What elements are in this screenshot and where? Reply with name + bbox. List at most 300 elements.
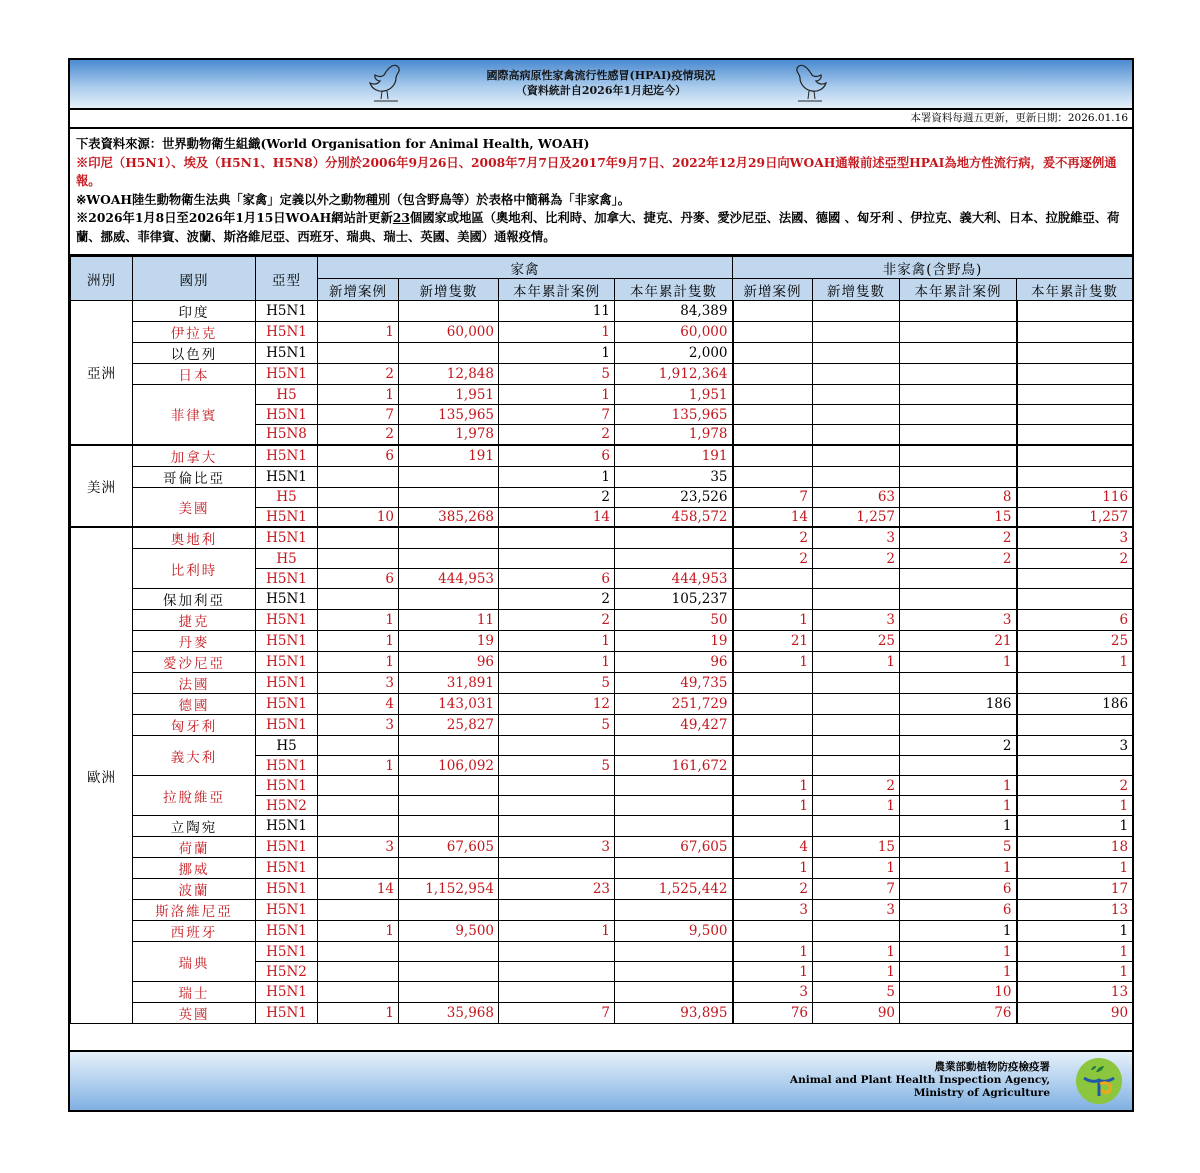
subtype-cell: H5N1	[256, 569, 318, 589]
value-cell: 1,978	[399, 425, 499, 445]
value-cell	[813, 673, 900, 694]
value-cell	[399, 466, 499, 487]
value-cell: 251,729	[615, 694, 733, 715]
subtype-cell: H5N1	[256, 694, 318, 715]
subtype-cell: H5N1	[256, 816, 318, 837]
value-cell	[900, 756, 1017, 776]
value-cell	[318, 900, 399, 921]
value-cell	[900, 425, 1017, 445]
value-cell: 191	[399, 445, 499, 467]
value-cell: 6	[318, 569, 399, 589]
table-row	[71, 652, 1133, 673]
value-cell: 2	[1017, 549, 1133, 569]
table-row	[71, 900, 1133, 921]
value-cell: 2	[900, 549, 1017, 569]
subtype-cell: H5N1	[256, 527, 318, 549]
value-cell: 1	[900, 652, 1017, 673]
value-cell: 2	[318, 364, 399, 385]
value-cell: 444,953	[615, 569, 733, 589]
value-cell: 14	[733, 507, 813, 527]
value-cell	[813, 466, 900, 487]
value-cell: 67,605	[615, 837, 733, 858]
col-poultry-new-count: 新增隻數	[399, 279, 499, 301]
country-cell: 德國	[133, 694, 256, 715]
subtype-cell: H5	[256, 549, 318, 569]
subtype-cell: H5N1	[256, 942, 318, 962]
country-cell: 奧地利	[133, 527, 256, 549]
value-cell	[813, 589, 900, 610]
value-cell	[318, 962, 399, 982]
value-cell: 1	[1017, 942, 1133, 962]
col-group-poultry: 家禽	[318, 257, 733, 279]
value-cell	[399, 858, 499, 879]
value-cell: 1	[318, 322, 399, 343]
subtype-cell: H5N1	[256, 343, 318, 364]
table-row	[71, 466, 1133, 487]
value-cell: 3	[1017, 736, 1133, 756]
value-cell	[813, 425, 900, 445]
value-cell: 18	[1017, 837, 1133, 858]
value-cell	[318, 589, 399, 610]
value-cell	[813, 816, 900, 837]
table-row	[71, 776, 1133, 796]
value-cell: 1,978	[615, 425, 733, 445]
country-cell: 瑞士	[133, 982, 256, 1003]
subtype-cell: H5N1	[256, 858, 318, 879]
value-cell: 1	[813, 796, 900, 816]
value-cell	[615, 776, 733, 796]
subtype-cell: H5N1	[256, 364, 318, 385]
update-prefix: ※2026年1月8日至2026年1月15日WOAH網站計更新	[76, 210, 393, 225]
value-cell	[813, 756, 900, 776]
value-cell	[1017, 715, 1133, 736]
value-cell: 5	[499, 715, 615, 736]
value-cell: 6	[499, 569, 615, 589]
value-cell	[1017, 466, 1133, 487]
subtype-cell: H5N1	[256, 507, 318, 527]
value-cell: 1	[900, 962, 1017, 982]
value-cell: 1	[813, 942, 900, 962]
agency-name-zh: 農業部動植物防疫檢疫署	[934, 1061, 1050, 1073]
value-cell	[1017, 301, 1133, 322]
value-cell	[615, 527, 733, 549]
value-cell	[813, 301, 900, 322]
value-cell: 13	[1017, 900, 1133, 921]
col-poultry-ytd-count: 本年累計隻數	[615, 279, 733, 301]
value-cell	[318, 942, 399, 962]
value-cell: 17	[1017, 879, 1133, 900]
value-cell	[399, 942, 499, 962]
value-cell: 1	[813, 858, 900, 879]
value-cell	[900, 569, 1017, 589]
value-cell: 191	[615, 445, 733, 467]
value-cell	[733, 736, 813, 756]
value-cell	[733, 405, 813, 425]
table-row	[71, 343, 1133, 364]
value-cell	[813, 694, 900, 715]
value-cell: 106,092	[399, 756, 499, 776]
table-row	[71, 631, 1133, 652]
report-frame	[68, 58, 1134, 1112]
subtype-cell: H5	[256, 385, 318, 405]
country-cell: 捷克	[133, 610, 256, 631]
table-row	[71, 715, 1133, 736]
value-cell	[499, 776, 615, 796]
value-cell	[499, 549, 615, 569]
value-cell	[1017, 385, 1133, 405]
value-cell: 1	[1017, 796, 1133, 816]
weekly-update-note	[76, 209, 1126, 246]
value-cell	[733, 385, 813, 405]
value-cell: 96	[615, 652, 733, 673]
value-cell: 50	[615, 610, 733, 631]
value-cell	[499, 962, 615, 982]
value-cell: 1	[900, 796, 1017, 816]
value-cell	[733, 816, 813, 837]
value-cell: 1	[1017, 858, 1133, 879]
value-cell	[399, 487, 499, 507]
value-cell	[813, 921, 900, 942]
table-row	[71, 549, 1133, 569]
value-cell	[813, 385, 900, 405]
value-cell: 9,500	[399, 921, 499, 942]
value-cell	[900, 673, 1017, 694]
country-cell: 西班牙	[133, 921, 256, 942]
subtype-cell: H5N1	[256, 589, 318, 610]
value-cell	[813, 343, 900, 364]
value-cell: 9,500	[615, 921, 733, 942]
value-cell: 6	[318, 445, 399, 467]
value-cell	[399, 962, 499, 982]
value-cell	[1017, 445, 1133, 467]
value-cell: 2	[813, 549, 900, 569]
value-cell	[900, 405, 1017, 425]
value-cell	[813, 322, 900, 343]
country-cell: 日本	[133, 364, 256, 385]
col-group-non-poultry: 非家禽(含野鳥)	[733, 257, 1133, 279]
value-cell: 1	[733, 942, 813, 962]
country-cell: 挪威	[133, 858, 256, 879]
value-cell: 11	[399, 610, 499, 631]
value-cell	[733, 921, 813, 942]
value-cell	[615, 942, 733, 962]
value-cell	[318, 527, 399, 549]
value-cell: 19	[399, 631, 499, 652]
value-cell: 10	[900, 982, 1017, 1003]
value-cell: 7	[499, 1003, 615, 1024]
value-cell: 31,891	[399, 673, 499, 694]
value-cell: 135,965	[399, 405, 499, 425]
value-cell	[1017, 425, 1133, 445]
value-cell: 1	[733, 962, 813, 982]
subtype-cell: H5N1	[256, 715, 318, 736]
value-cell: 1	[318, 610, 399, 631]
value-cell: 96	[399, 652, 499, 673]
value-cell: 3	[900, 610, 1017, 631]
value-cell: 444,953	[399, 569, 499, 589]
agency-name-en: Animal and Plant Health Inspection Agency,	[789, 1074, 1050, 1086]
value-cell: 7	[813, 879, 900, 900]
value-cell: 49,735	[615, 673, 733, 694]
country-cell: 菲律賓	[133, 385, 256, 445]
update-suffix: 個國家或地區（奧地利、比利時、加拿大、捷克、丹麥、愛沙尼亞、法國、德國 、匈牙利 、伊拉克、義大利、日本、拉脫維亞、荷蘭、挪威、菲律賓、波蘭、斯洛維尼亞、西班牙、瑞典、瑞士、英國、美國）通報疫情。	[76, 210, 1120, 244]
value-cell	[318, 343, 399, 364]
value-cell: 1	[318, 1003, 399, 1024]
value-cell: 12,848	[399, 364, 499, 385]
value-cell: 90	[1017, 1003, 1133, 1024]
chicken-icon	[788, 62, 834, 106]
table-row	[71, 322, 1133, 343]
table-row	[71, 673, 1133, 694]
value-cell	[733, 694, 813, 715]
country-cell: 匈牙利	[133, 715, 256, 736]
country-cell: 拉脫維亞	[133, 776, 256, 816]
value-cell: 3	[813, 527, 900, 549]
value-cell: 3	[1017, 527, 1133, 549]
value-cell	[318, 858, 399, 879]
value-cell	[813, 736, 900, 756]
value-cell	[733, 589, 813, 610]
country-cell: 義大利	[133, 736, 256, 776]
value-cell: 1	[499, 652, 615, 673]
value-cell: 3	[813, 900, 900, 921]
value-cell	[318, 796, 399, 816]
value-cell	[733, 756, 813, 776]
subtype-cell: H5N2	[256, 796, 318, 816]
value-cell: 2	[499, 589, 615, 610]
value-cell: 23,526	[615, 487, 733, 507]
table-row	[71, 942, 1133, 962]
value-cell: 1,152,954	[399, 879, 499, 900]
report-title: 國際高病原性家禽流行性感冒(HPAI)疫情現況	[486, 69, 716, 82]
value-cell: 1	[900, 776, 1017, 796]
value-cell: 6	[900, 900, 1017, 921]
value-cell	[499, 527, 615, 549]
value-cell: 76	[900, 1003, 1017, 1024]
value-cell: 2	[813, 776, 900, 796]
value-cell: 161,672	[615, 756, 733, 776]
col-non-poultry-ytd-cases: 本年累計案例	[900, 279, 1017, 301]
value-cell: 12	[499, 694, 615, 715]
table-row	[71, 736, 1133, 756]
table-row	[71, 364, 1133, 385]
value-cell	[615, 549, 733, 569]
subtype-cell: H5N1	[256, 776, 318, 796]
value-cell: 1	[733, 776, 813, 796]
subtype-cell: H5N8	[256, 425, 318, 445]
value-cell: 5	[499, 756, 615, 776]
value-cell	[900, 385, 1017, 405]
value-cell: 1	[1017, 921, 1133, 942]
country-cell: 波蘭	[133, 879, 256, 900]
subtype-cell: H5N1	[256, 1003, 318, 1024]
country-cell: 瑞典	[133, 942, 256, 982]
value-cell	[733, 466, 813, 487]
value-cell	[499, 816, 615, 837]
country-cell: 伊拉克	[133, 322, 256, 343]
col-country: 國別	[133, 257, 256, 301]
value-cell	[1017, 673, 1133, 694]
subtype-cell: H5N1	[256, 631, 318, 652]
value-cell: 2	[900, 736, 1017, 756]
definition-note: ※WOAH陸生動物衛生法典「家禽」定義以外之動物種別（包含野鳥等）於表格中簡稱為「非家禽」。	[76, 191, 631, 207]
table-row	[71, 527, 1133, 549]
country-cell: 加拿大	[133, 445, 256, 467]
value-cell: 49,427	[615, 715, 733, 736]
value-cell	[399, 527, 499, 549]
value-cell	[1017, 343, 1133, 364]
subtype-cell: H5N1	[256, 673, 318, 694]
col-non-poultry-new-count: 新增隻數	[813, 279, 900, 301]
value-cell: 1	[318, 921, 399, 942]
value-cell	[1017, 569, 1133, 589]
value-cell: 7	[733, 487, 813, 507]
value-cell: 14	[318, 879, 399, 900]
value-cell	[900, 715, 1017, 736]
value-cell: 19	[615, 631, 733, 652]
table-row	[71, 487, 1133, 507]
value-cell: 2	[733, 527, 813, 549]
value-cell: 25,827	[399, 715, 499, 736]
value-cell: 1	[1017, 816, 1133, 837]
table-row	[71, 921, 1133, 942]
value-cell: 1	[499, 322, 615, 343]
value-cell: 5	[813, 982, 900, 1003]
table-row	[71, 445, 1133, 467]
value-cell	[615, 816, 733, 837]
table-row	[71, 879, 1133, 900]
country-cell: 法國	[133, 673, 256, 694]
value-cell	[900, 301, 1017, 322]
value-cell: 143,031	[399, 694, 499, 715]
subtype-cell: H5N1	[256, 301, 318, 322]
value-cell: 11	[499, 301, 615, 322]
value-cell: 186	[900, 694, 1017, 715]
subtype-cell: H5N1	[256, 900, 318, 921]
value-cell: 385,268	[399, 507, 499, 527]
value-cell: 13	[1017, 982, 1133, 1003]
value-cell: 105,237	[615, 589, 733, 610]
value-cell: 2	[1017, 776, 1133, 796]
value-cell: 1,525,442	[615, 879, 733, 900]
value-cell	[399, 900, 499, 921]
value-cell: 2	[499, 425, 615, 445]
country-cell: 保加利亞	[133, 589, 256, 610]
value-cell: 60,000	[399, 322, 499, 343]
value-cell	[318, 982, 399, 1003]
country-cell: 英國	[133, 1003, 256, 1024]
notes-section	[70, 129, 1132, 256]
value-cell	[399, 301, 499, 322]
table-row	[71, 589, 1133, 610]
value-cell	[318, 549, 399, 569]
value-cell: 2	[900, 527, 1017, 549]
footer	[70, 1050, 1132, 1110]
value-cell	[499, 796, 615, 816]
value-cell	[900, 322, 1017, 343]
subtype-cell: H5	[256, 487, 318, 507]
table-row	[71, 610, 1133, 631]
value-cell: 116	[1017, 487, 1133, 507]
value-cell: 2	[318, 425, 399, 445]
value-cell: 3	[318, 673, 399, 694]
value-cell: 8	[900, 487, 1017, 507]
col-poultry-ytd-cases: 本年累計案例	[499, 279, 615, 301]
value-cell: 1	[499, 631, 615, 652]
value-cell: 93,895	[615, 1003, 733, 1024]
value-cell: 1	[318, 631, 399, 652]
value-cell: 15	[813, 837, 900, 858]
col-non-poultry-ytd-count: 本年累計隻數	[1017, 279, 1133, 301]
subtype-cell: H5N1	[256, 756, 318, 776]
value-cell	[1017, 756, 1133, 776]
source-note: 下表資料來源：世界動物衛生組織(World Organisation for Animal Health, WOAH)	[76, 136, 590, 151]
col-continent: 洲別	[71, 257, 133, 301]
value-cell: 1	[499, 921, 615, 942]
country-cell: 丹麥	[133, 631, 256, 652]
value-cell	[733, 322, 813, 343]
value-cell	[318, 776, 399, 796]
value-cell	[733, 445, 813, 467]
value-cell	[733, 425, 813, 445]
value-cell: 35	[615, 466, 733, 487]
subtype-cell: H5	[256, 736, 318, 756]
value-cell: 1	[813, 652, 900, 673]
value-cell	[813, 405, 900, 425]
value-cell	[1017, 405, 1133, 425]
country-cell: 斯洛維尼亞	[133, 900, 256, 921]
subtype-cell: H5N1	[256, 322, 318, 343]
value-cell	[733, 343, 813, 364]
value-cell: 4	[733, 837, 813, 858]
value-cell: 60,000	[615, 322, 733, 343]
table-row	[71, 1003, 1133, 1024]
value-cell	[318, 816, 399, 837]
report-subtitle: （資料統計自2026年1月起迄今）	[515, 84, 687, 97]
value-cell	[813, 715, 900, 736]
value-cell: 458,572	[615, 507, 733, 527]
country-cell: 印度	[133, 301, 256, 322]
continent-cell: 亞洲	[71, 301, 133, 445]
value-cell: 25	[1017, 631, 1133, 652]
table-row	[71, 694, 1133, 715]
value-cell: 15	[900, 507, 1017, 527]
value-cell: 3	[318, 715, 399, 736]
col-non-poultry-new-cases: 新增案例	[733, 279, 813, 301]
value-cell	[733, 715, 813, 736]
value-cell: 3	[813, 610, 900, 631]
value-cell: 5	[499, 673, 615, 694]
value-cell: 84,389	[615, 301, 733, 322]
value-cell: 1	[499, 343, 615, 364]
value-cell	[1017, 589, 1133, 610]
value-cell	[615, 736, 733, 756]
value-cell	[1017, 364, 1133, 385]
value-cell: 1	[318, 756, 399, 776]
value-cell	[399, 549, 499, 569]
value-cell: 1	[1017, 652, 1133, 673]
value-cell	[900, 589, 1017, 610]
country-cell: 哥倫比亞	[133, 466, 256, 487]
value-cell: 1	[900, 942, 1017, 962]
value-cell: 1	[733, 610, 813, 631]
ministry-name-en: Ministry of Agriculture	[913, 1087, 1050, 1099]
subtype-cell: H5N1	[256, 982, 318, 1003]
value-cell	[900, 445, 1017, 467]
value-cell: 2	[733, 549, 813, 569]
value-cell: 90	[813, 1003, 900, 1024]
value-cell: 1,951	[399, 385, 499, 405]
